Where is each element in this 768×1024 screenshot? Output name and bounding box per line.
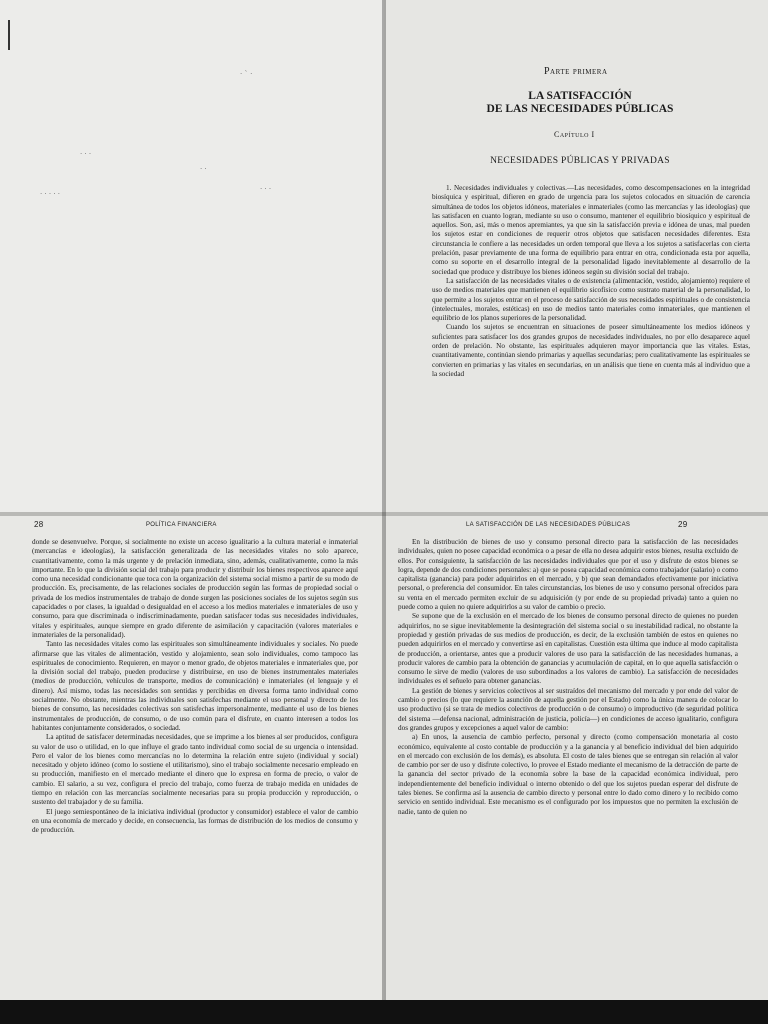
- paragraph: La aptitud de satisfacer determinadas necesidades, que se imprime a los bienes al ser producidos, configura su valor de uso o utilidad, en lo que influye el grado tanto individual como social de su urgencia o intensidad. Pero el valor de los bienes como mercancías no lo determina la relación entre sujeto (individual y social) necesitado y objeto idóneo (como lo sostiene el utilitarismo), sino el trabajo socialmente necesario empleado en su producción, manifiesto en el mercado mediante el dinero que lo expresa en forma de precio, o valor de cambio. El salario, a su vez, configura el precio del trabajo, como fuerza de trabajo medida en unidades de tiempo en relación con las mercancías socialmente necesarias para su propia producción y reproducción, o sustento del trabajador y de su familia.: [32, 733, 358, 807]
- left-page-28: [0, 516, 384, 1000]
- paragraph: En la distribución de bienes de uso y consumo personal directo para la satisfacción de las necesidades individuales, quien no posee capacidad económica o a pesar de ella no desea adquirir estos bienes, resulta excluido de ellos. Por consiguiente, la satisfacción de las necesidades individuales que por el uso y disfrute de estos bienes se logra, depende de dos condiciones personales: a) que se posea capacidad económica como trabajador (salario) o como capitalista (ganancia) para poder adquirirlos en el mercado, y b) que sean demandados efectivamente por iniciativa personal, o preferencia del consumidor. En tales circunstancias, los bienes de uso y consumo personal ofrecidos para su venta en el mercado permiten excluir de su adquisición (y por ende de su propiedad privada) tanto a quien no puede como a quien no quiere adquirirlos a su valor de cambio o precio.: [398, 538, 738, 612]
- book-spine-shadow: [382, 0, 386, 1000]
- paragraph: La satisfacción de las necesidades vitales o de existencia (alimentación, vestido, alojamiento) requiere el uso de medios materiales que mantienen el equilibrio sicofísico como sustrato material de la personalidad, lo que permite a los sujetos entrar en el proceso de satisfacción de sus necesidades espirituales o de consistencia (intelectuales, morales, estéticas) en uso de medios tanto materiales como inmateriales, que mantienen el equilibrio de los planos superiores de la personalidad.: [432, 276, 750, 323]
- body-text: [32, 538, 358, 836]
- paragraph: a) En unos, la ausencia de cambio perfecto, personal y directo (como compensación monetaria al costo económico, equivalente al costo contable de producción y a la ganancia y al beneficio individual del bien adquirido en el mercado con exclusión de los demás), es absoluta. El costo de tales bienes que se entregan sin relación al valor de cambio por ser de uso y disfrute colectivo, lo provee el Estado mediante el mecanismo de la detracción de parte de la ganancia del sector privado de la economía sobre la base de la capacidad económica individual, pero independientemente del beneficio individual o interno obtenido o del que los sujetos puedan esperar del disfrute de tales bienes. Se confirma así la ausencia de cambio directo y personal entre lo dado como dinero y lo recibido como servicio en sentido individual. Este mecanismo es el configurado por los impuestos que no permiten la exclusión de nadie, tanto de quien no: [398, 733, 738, 816]
- scan-border: [0, 1000, 768, 1024]
- chapter-label: Capítulo I: [554, 130, 595, 139]
- chapter-title: NECESIDADES PÚBLICAS Y PRIVADAS: [490, 156, 670, 166]
- left-blank-page: [0, 0, 384, 512]
- right-page-29: [384, 516, 768, 1000]
- running-header: POLÍTICA FINANCIERA: [146, 522, 217, 528]
- bleed-through-mark: · · ·: [260, 185, 272, 193]
- paragraph: Cuando los sujetos se encuentran en situaciones de poseer simultáneamente los medios idóneos y suficientes para satisfacer los dos grandes grupos de necesidades individuales, no por ello desaparece aquel orden de prelación. No obstante, las espirituales adquieren mayor importancia que las vitales. Estas, cuantitativamente, continúan siendo primarias y aquellas secundarias; pero cualitativamente las espirituales se convierten en primarias y las vitales en secundarias, en un análisis que tiene en cuenta más al individuo que a la sociedad: [432, 323, 750, 378]
- bleed-through-mark: · ·: [200, 165, 207, 173]
- main-title: [470, 90, 690, 116]
- paragraph: El juego semiespontáneo de la iniciativa individual (productor y consumidor) establece el valor de cambio en una economía de mercado y decide, en consecuencia, las formas de distribución de los medios de consumo y de producción.: [32, 807, 358, 835]
- title-page: [384, 0, 768, 512]
- main-title-line-1: LA SATISFACCIÓN: [528, 90, 632, 102]
- part-label: Parte primera: [544, 66, 608, 77]
- paragraph: 1. Necesidades individuales y colectivas.—Las necesidades, como descompensaciones en la integridad biosíquica y espiritual, difieren en grado de urgencia para los sujetos colocados en situación de carencia simultánea de todos los objetos idóneos, materiales e inmateriales (como las mercancías y las ideologías) que las satisfacen en cuanto logran, mediante su uso o consumo, mantener el equilibrio biosíquico y espiritual de aquellos. Son, así, más o menos apremiantes, ya que sin la satisfacción previa e idónea de unas, mal pueden los sujetos estar en condiciones de requerir otros objetos que satisfacen necesidades diferentes. Esta circunstancia le confiere a las necesidades un orden temporal que lleva a los sujetos a satisfacerlas con cierta prelación, pasar previamente de una forma de equilibrio para entrar en otra, condicionada esta por aquella, como su soporte en el desarrollo integral de la personalidad ligado inevitablemente al desarrollo de la sociedad que produce y distribuye los bienes idóneos según su división social del trabajo.: [432, 184, 750, 276]
- running-header: LA SATISFACCIÓN DE LAS NECESIDADES PÚBLICAS: [466, 522, 631, 528]
- main-title-line-2: DE LAS NECESIDADES PÚBLICAS: [486, 103, 674, 115]
- bleed-through-mark: · ` ·: [240, 70, 253, 78]
- paragraph: Se supone que de la exclusión en el mercado de los bienes de consumo personal directo de quienes no pueden adquirirlos, no se sigue inevitablemente la desintegración del sistema social o su inestabilidad radical, no obstante la propiedad y gestión privadas de sus medios de producción, es decir, de la exclusión también de estos en quienes no pueden adquirirlos en el mercado y convertirse así en capitalistas. Cuestión esta última que induce al modo capitalista de producción, a orientarse, antes que a producir valores de uso para la satisfacción de las necesidades humanas, a producir valores de cambio para la obtención de ganancias y acumulación de capital, en lo que aquella satisfacción o consumo le sirve de medio (valores de uso subordinados a los valores de cambio). La satisfacción de necesidades individuales es el señuelo para obtener ganancias.: [398, 612, 738, 686]
- intro-text: [432, 184, 750, 379]
- bleed-through-mark: · · ·: [80, 150, 92, 158]
- bleed-through-mark: · · · · ·: [40, 190, 61, 198]
- paragraph: La gestión de bienes y servicios colectivos al ser sustraídos del mecanismo del mercado y por ende del valor de cambio o precios (lo que requiere la asunción de aquella gestión por el Estado) como la única manera de colocar lo uso productivo (si se trata de medios colectivos de producción o de consumo) o improductivo (de seguridad política del sistema —defensa nacional, administración de justicia, policía—) en condiciones de acceso igualitario, configura dos grandes grupos y excepciones a aquel valor de cambio:: [398, 686, 738, 732]
- margin-mark: [8, 20, 10, 50]
- paragraph: donde se desenvuelve. Porque, si socialmente no existe un acceso igualitario a la cultura material e inmaterial (mercancías e ideologías), la satisfacción generalizada de las necesidades vitales no solo aparece, cuantitativamente, como la más urgente y de prelación inmediata, sino, además, cualitativamente, como la más importante. En lo que la división social del trabajo para producir y distribuir los bienes respectivos aparece aquí como una necesidad condicionante que toca con la organización del sistema social mismo a partir de su modo de producción. Es, precisamente, de las relaciones sociales de producción según las formas de propiedad social o privada de los medios instrumentales de trabajo de donde surgen las posiciones sociales de los sujetos según sus capacidades o por clases, la igualdad o desigualdad en el acceso a los medios materiales e inmateriales de uso y consumo, para que discriminada o indiscriminadamente, puedan satisfacer todas sus necesidades individuales, vitales y espirituales, aunque siempre en grado diferente de asimilación y capacitación (valores materiales e inmateriales de la personalidad).: [32, 538, 358, 639]
- body-text: [398, 538, 738, 817]
- paragraph: Tanto las necesidades vitales como las espirituales son simultáneamente individuales y sociales. No puede afirmarse que las vitales de alimentación, vestido y alojamiento, sean solo individuales, como tampoco las espirituales de conocimiento. Requieren, en mayor o menor grado, de objetos materiales e inmateriales que, por la división social del trabajo, pueden producirse y distribuirse, en uso de bienes instrumentales materiales (medios de producción, vehículos de transporte, medios de comunicación) e inmateriales (el lenguaje y el dinero). Así mismo, todas las necesidades son sentidas y percibidas en diversa forma tanto individual como socialmente. No obstante, mientras las individuales son satisfechas mediante el uso personal y directo de los bienes de consumo, las necesidades colectivas son satisfechas impersonalmente, mediante el uso de los bienes instrumentales de producción, de consumo, o de uso común para el disfrute, en cuanto interesen a todos los habitantes conjuntamente considerados, o sociedad.: [32, 640, 358, 732]
- page-number: 29: [678, 520, 688, 529]
- page-number: 28: [34, 520, 44, 529]
